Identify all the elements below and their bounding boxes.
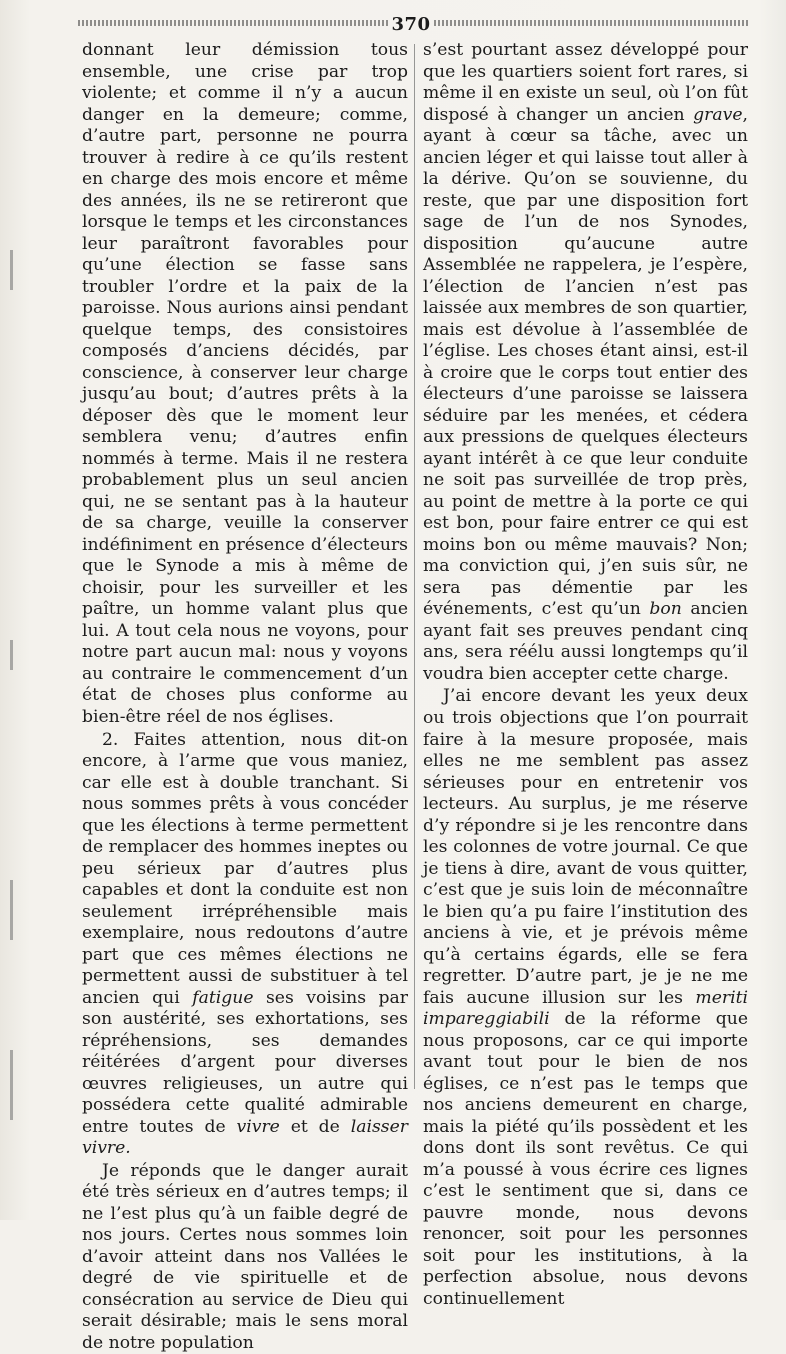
right-p1-text-a: s’est pourtant assez développé pour que les quartiers soient fort rares, si même il en existe un seul, où l’on fût disposé à changer un ancien	[423, 40, 748, 125]
right-p1-italic-bon: bon	[649, 599, 682, 620]
left-p2-italic-fatigue: fatigue	[192, 987, 254, 1008]
page-header	[78, 8, 750, 35]
left-p2-italic-laisser-vivre: laisser vivre.	[82, 1116, 408, 1159]
right-column	[423, 40, 748, 1310]
right-paragraph-1	[423, 40, 748, 685]
right-p2-text-a: J’ai encore devant les yeux deux ou trois objections que l’on pourrait faire à la mesure proposée, mais elles ne me semblent pas assez sérieuses pour en entretenir vos lecteurs. Au surplus, je me réserve d’y répondre si je les rencontre dans les colonnes de votre journal. Ce que je tiens à dire, avant de vous quitter, c’est que je suis loin de méconnaître le bien qu’a pu faire l’institution des anciens à vie, et je prévois même qu’à certains égards, elle se fera regretter. D’autre part, je je ne me fais aucune illusion sur les	[423, 686, 748, 1008]
left-p2-text-c: et de	[279, 1116, 351, 1137]
right-p1-text-c: ancien ayant fait ses preuves pendant cinq ans, sera réélu aussi longtemps qu’il voudra bien accepter cette charge.	[423, 599, 748, 684]
left-paragraph-1: donnant leur démission tous ensemble, une crise par trop violente; et comme il n’y a aucun danger en la demeure; comme, d’autre part, personne ne pourra trouver à redire à ce qu’ils restent en charge des mois encore et même des années, ils ne se retireront que lorsque le temps et les circonstances leur paraîtront favorables pour qu’une élection se fasse sans troubler l’ordre et la paix de la paroisse. Nous aurions ainsi pendant quelque temps, des consistoires composés d’anciens décidés, par conscience, à conserver leur charge jusqu’au bout; d’autres prêts à la déposer dès que le moment leur semblera venu; d’autres enfin nommés à terme. Mais il ne restera probablement plus un seul ancien qui, ne se sentant pas à la hauteur de sa charge, veuille la conserver indéfiniment en présence d’électeurs que le Synode a mis à même de choisir, pour les surveiller et les paître, un homme valant plus que lui. A tout cela nous ne voyons, pour notre part aucun mal: nous y voyons au contraire le commencement d’un état de choses plus conforme au bien-être réel de nos églises.	[82, 40, 408, 727]
left-paragraph-3: Je réponds que le danger aurait été très sérieux en d’autres temps; il ne l’est plus qu’à un faible degré de nos jours. Certes nous sommes loin d’avoir atteint dans nos Vallées le degré de vie spirituelle et de consécration au service de Dieu qui serait désirable; mais le sens moral de notre population	[82, 1160, 408, 1353]
right-p1-italic-grave: grave	[693, 104, 743, 125]
left-column	[82, 40, 408, 1354]
right-p1-text-b: , ayant à cœur sa tâche, avec un ancien léger et qui laisse tout aller à la dérive. Qu’on se souvienne, du reste, que par une disposition fort sage de l’un de nos Synodes, disposition qu’aucune autre Assemblée ne rappelera, je l’espère, l’élection de l’ancien n’est pas laissée aux membres de son quartier, mais est dévolue à l’assemblée de l’église. Les choses étant ainsi, est-il à croire que le corps tout entier des électeurs d’une paroisse se laissera séduire par les menées, et cédera aux pressions de quelques électeurs ayant intérêt à ce que leur conduite ne soit pas surveillée de trop près, au point de mettre à la porte ce qui est bon, pour faire entrer ce qui est moins bon ou même mauvais? Non; ma conviction qui, j’en suis sûr, ne sera pas démentie par les événements, c’est qu’un	[423, 104, 748, 620]
right-paragraph-2	[423, 686, 748, 1310]
left-paragraph-2	[82, 730, 408, 1160]
right-p2-italic-meriti: meriti impareggiabili	[423, 987, 748, 1030]
right-p2-text-b: de la réforme que nous proposons, car ce qui importe avant tout pour le bien de nos églises, ce n’est pas le temps que nos anciens demeurent en charge, mais la piété qu’ils possèdent et les dons dont ils sont revêtus. Ce qui m’a poussé à vous écrire ces lignes c’est le sentiment que si, dans ce pauvre monde, nous devons renoncer, soit pour les personnes soit pour les institutions, à la perfection absolue, nous devons continuellement	[423, 1009, 748, 1309]
header-rule-left	[78, 20, 388, 26]
left-p2-text-a: 2. Faites attention, nous dit-on encore, à l’arme que vous maniez, car elle est à double tranchant. Si nous sommes prêts à vous concéder que les élections à terme permettent de remplacer des hommes ineptes ou peu sérieux par d’autres plus capables et dont la conduite est non seulement irrépréhensible mais exemplaire, nous redoutons d’autre part que ces mêmes élections ne permettent aussi de substituer à tel ancien qui	[82, 729, 408, 1008]
header-rule-right	[434, 20, 750, 26]
column-divider	[414, 44, 415, 1089]
left-p2-text-b: ses voisins par son austérité, ses exhortations, ses répréhensions, ses demandes réitérées d’argent pour diverses œuvres religieuses, un autre qui possédera cette qualité admirable entre toutes de	[82, 987, 408, 1137]
left-p2-italic-vivre: vivre	[236, 1116, 280, 1137]
page-number: 370	[391, 14, 431, 35]
